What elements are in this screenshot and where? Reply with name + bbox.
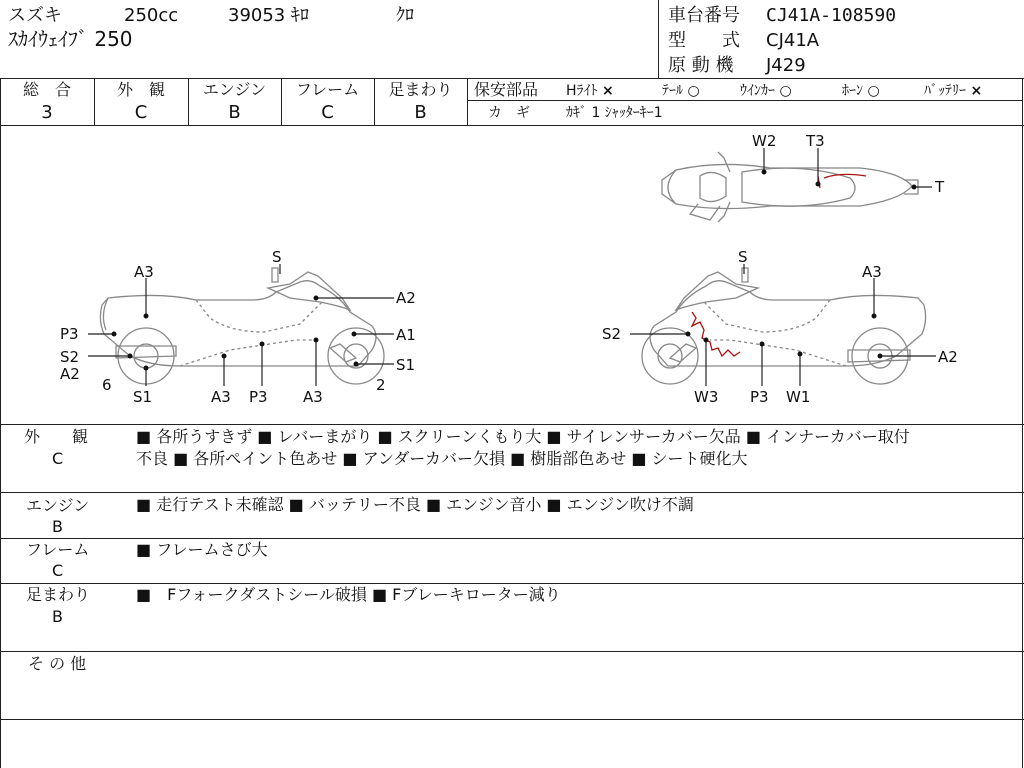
label-6: 6 <box>102 376 112 394</box>
type-label: 型 式 <box>668 30 740 51</box>
remark-frame-grade: C <box>52 561 64 580</box>
rule <box>0 651 1024 652</box>
label-2: 2 <box>376 376 386 394</box>
label-a1: A1 <box>396 326 416 344</box>
grade-frame-value: C <box>321 102 334 123</box>
label-a3: A3 <box>134 263 154 281</box>
safety-item-winker <box>740 83 792 99</box>
grade-total-value: 3 <box>41 102 53 123</box>
displacement: 250cc <box>124 5 179 26</box>
mileage: 39053 ｷﾛ <box>228 5 309 26</box>
damage-diagram <box>0 126 1022 424</box>
key-value: ｶｷﾞ 1 ｼｬｯﾀｰｷｰ1 <box>566 105 663 121</box>
rule <box>467 100 1023 101</box>
label-t3: T3 <box>806 132 825 150</box>
label-s-right: S <box>738 248 748 266</box>
safety-item-tail <box>662 83 700 99</box>
grade-suspension-label: 足まわり <box>388 80 453 99</box>
remark-other-label: そ の 他 <box>28 654 87 673</box>
safety-mark: ○ <box>779 83 792 99</box>
label-a3-right: A3 <box>862 263 882 281</box>
safety-mark: × <box>601 83 614 99</box>
type: CJ41A <box>766 30 820 51</box>
key-label: カ ギ <box>488 105 530 121</box>
label-w1: W1 <box>786 388 811 406</box>
remark-engine-line1: ■ 走行テスト未確認 ■ バッテリー不良 ■ エンジン音小 ■ エンジン吹け不調 <box>136 495 694 514</box>
label-a2-right: A2 <box>938 348 958 366</box>
label-s1: S1 <box>133 388 153 406</box>
remark-suspension-line1: ■ Fフォークダストシール破損 ■ Fブレーキローター減り <box>136 585 561 604</box>
grade-frame-label: フレーム <box>295 80 360 99</box>
model-name: ｽｶｲｳｪｲﾌﾞ 250 <box>8 27 133 51</box>
safety-item-name: ｳｲﾝｶｰ <box>740 83 775 99</box>
remark-frame-line1: ■ フレームさび大 <box>136 540 268 559</box>
grade-suspension-value: B <box>414 102 427 123</box>
label-s2-right: S2 <box>602 325 622 343</box>
engine-label: 原 動 機 <box>668 55 734 76</box>
label-a2: A2 <box>396 289 416 307</box>
rule <box>0 492 1024 493</box>
safety-mark: ○ <box>687 83 700 99</box>
label-p3b: P3 <box>249 388 268 406</box>
label-a3b: A3 <box>211 388 231 406</box>
safety-item-name: Hﾗｲﾄ <box>566 83 598 99</box>
safety-item-name: ﾃｰﾙ <box>662 83 683 99</box>
safety-item-horn <box>842 83 880 99</box>
frame-no-label: 車台番号 <box>668 5 740 26</box>
rule <box>1022 78 1023 768</box>
frame-no: CJ41A-108590 <box>766 5 897 26</box>
label-s: S <box>272 248 282 266</box>
safety-item-battery <box>924 83 982 99</box>
grade-exterior-label: 外 観 <box>116 80 165 99</box>
label-t: T <box>935 178 945 196</box>
grade-engine-value: B <box>228 102 241 123</box>
engine-model: J429 <box>766 55 806 76</box>
label-p3-right: P3 <box>750 388 769 406</box>
remark-exterior-label: 外 観 <box>24 427 89 446</box>
remark-exterior-grade: C <box>52 449 64 468</box>
safety-item-headlight <box>566 83 614 99</box>
safety-item-name: ﾎｰﾝ <box>842 83 863 99</box>
remark-frame-label: フレーム <box>26 540 90 559</box>
safety-mark: × <box>970 83 983 99</box>
grade-total-label: 総 合 <box>22 80 71 99</box>
remark-suspension-label: 足まわり <box>26 585 91 604</box>
safety-mark: ○ <box>867 83 880 99</box>
header-divider <box>658 0 659 78</box>
remark-engine-grade: B <box>52 517 63 536</box>
label-w3: W3 <box>694 388 719 406</box>
color: ｸﾛ <box>396 5 414 26</box>
label-p3: P3 <box>60 325 79 343</box>
label-a2b: A2 <box>60 365 80 383</box>
label-s2: S2 <box>60 348 80 366</box>
remark-engine-label: エンジン <box>26 496 90 515</box>
rule <box>467 78 468 125</box>
remark-exterior-line1: ■ 各所うすきず ■ レバーまがり ■ スクリーンくもり大 ■ サイレンサーカバー欠品 ■ インナーカバー取付 <box>136 427 910 446</box>
rule <box>0 424 1024 425</box>
safety-label: 保安部品 <box>474 80 539 99</box>
label-w2: W2 <box>752 132 777 150</box>
remark-exterior-line2: 不良 ■ 各所ペイント色あせ ■ アンダーカバー欠損 ■ 樹脂部色あせ ■ シート硬化大 <box>136 449 748 468</box>
maker: スズキ <box>8 5 62 26</box>
label-a3c: A3 <box>303 388 323 406</box>
rule <box>0 719 1024 720</box>
grade-exterior-value: C <box>134 102 148 123</box>
rule <box>0 78 1024 79</box>
grade-engine-label: エンジン <box>202 80 267 99</box>
remark-suspension-grade: B <box>52 607 63 626</box>
label-s1-right: S1 <box>396 356 416 374</box>
safety-item-name: ﾊﾞｯﾃﾘｰ <box>924 83 966 99</box>
